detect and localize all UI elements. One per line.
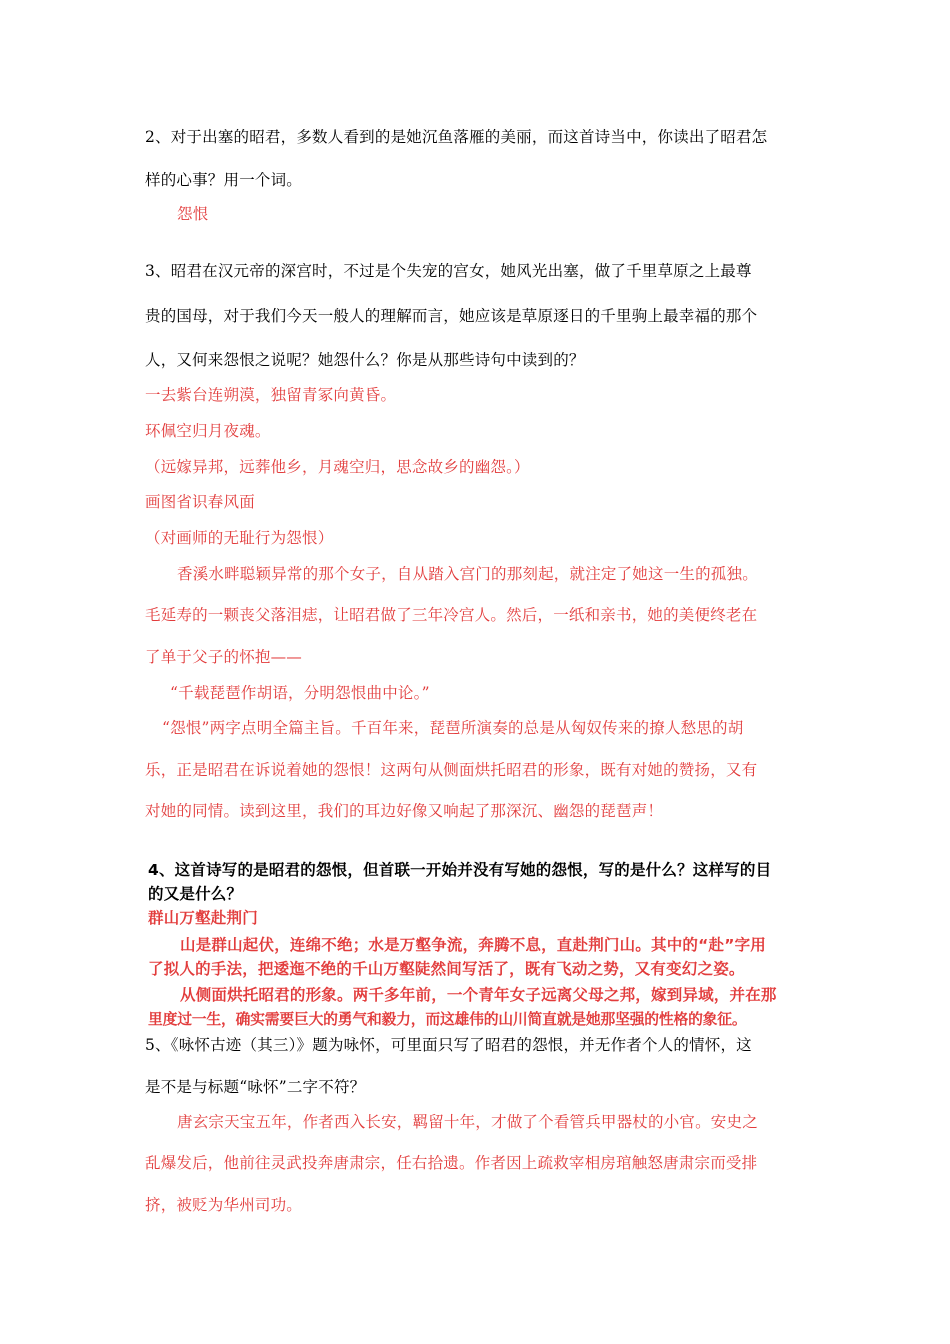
q3-para2-line-1: “怨恨”两字点明全篇主旨。千百年来，琵琶所演奏的总是从匈奴传来的撩人愁思的胡	[162, 719, 744, 737]
q3-line-1: 3、昭君在汉元帝的深宫时，不过是个失宠的宫女，她风光出塞，做了千里草原之上最尊	[145, 262, 752, 280]
q3-para2-line-3: 对她的同情。读到这里，我们的耳边好像又响起了那深沉、幽怨的琵琶声！	[145, 802, 664, 820]
q4-line-1: 4、这首诗写的是昭君的怨恨，但首联一开始并没有写她的怨恨，写的是什么？这样写的目	[148, 861, 772, 879]
q4-para2-line-1: 从侧面烘托昭君的形象。两千多年前，一个青年女子远离父母之邦，嫁到异域，并在那	[180, 986, 777, 1004]
q5-line-1: 5、《咏怀古迹（其三）》题为咏怀，可里面只写了昭君的怨恨，并无作者个人的情怀，这	[145, 1036, 752, 1054]
q4-line-2: 的又是什么？	[148, 885, 243, 903]
q3-answer-verse-2: 环佩空归月夜魂。	[145, 422, 271, 440]
q3-answer-note-1: （远嫁异邦，远葬他乡，月魂空归，思念故乡的幽怨。）	[145, 458, 530, 476]
q4-para1-line-2: 了拟人的手法，把逶迤不绝的千山万壑陡然间写活了，既有飞动之势，又有变幻之姿。	[148, 960, 745, 978]
q3-answer-verse-1: 一去紫台连朔漠，独留青冢向黄昏。	[145, 386, 397, 404]
q3-para1-line-3: 了单于父子的怀抱——	[145, 648, 303, 666]
q2-line-2: 样的心事？用一个词。	[145, 171, 303, 189]
q3-para1-line-1: 香溪水畔聪颖异常的那个女子，自从踏入宫门的那刻起，就注定了她这一生的孤独。	[177, 565, 758, 583]
q3-quote: “千载琵琶作胡语，分明怨恨曲中论。”	[170, 684, 430, 702]
q3-para2-line-2: 乐，正是昭君在诉说着她的怨恨！这两句从侧面烘托昭君的形象，既有对她的赞扬，又有	[145, 761, 758, 779]
q3-answer-verse-3: 画图省识春风面	[145, 493, 255, 511]
q2-line-1: 2、对于出塞的昭君，多数人看到的是她沉鱼落雁的美丽，而这首诗当中，你读出了昭君怎	[145, 128, 768, 146]
q5-para1-line-2: 乱爆发后，他前往灵武投奔唐肃宗，任右拾遗。作者因上疏救宰相房琯触怒唐肃宗而受排	[145, 1154, 758, 1172]
q5-para1-line-1: 唐玄宗天宝五年，作者西入长安，羁留十年，才做了个看管兵甲器杖的小官。安史之	[177, 1113, 758, 1131]
q3-line-2: 贵的国母，对于我们今天一般人的理解而言，她应该是草原逐日的千里驹上最幸福的那个	[145, 307, 758, 325]
q4-answer: 群山万壑赴荆门	[148, 909, 258, 927]
q3-answer-note-2: （对画师的无耻行为怨恨）	[145, 529, 334, 547]
q2-answer: 怨恨	[177, 205, 209, 223]
q5-line-2: 是不是与标题“咏怀”二字不符？	[145, 1078, 366, 1096]
q4-para2-line-2: 里度过一生，确实需要巨大的勇气和毅力，而这雄伟的山川简直就是她那坚强的性格的象征。	[148, 1011, 747, 1028]
q3-line-3: 人，又何来怨恨之说呢？她怨什么？你是从那些诗句中读到的？	[145, 351, 585, 369]
q5-para1-line-3: 挤，被贬为华州司功。	[145, 1196, 303, 1214]
q3-para1-line-2: 毛延寿的一颗丧父落泪痣，让昭君做了三年冷宫人。然后，一纸和亲书，她的美便终老在	[145, 606, 758, 624]
q4-para1-line-1: 山是群山起伏，连绵不绝；水是万壑争流，奔腾不息，直赴荆门山。其中的“赴”字用	[180, 936, 766, 954]
